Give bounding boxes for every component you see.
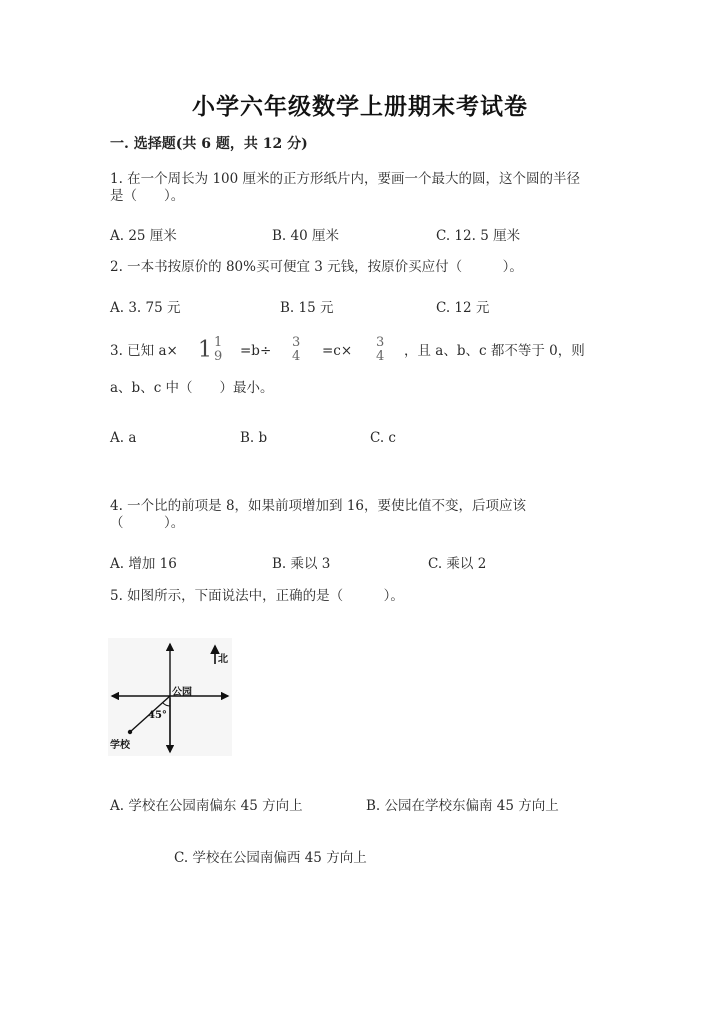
page-title: 小学六年级数学上册期末考试卷 xyxy=(192,93,528,120)
option-c[interactable]: C. 乘以 2 xyxy=(428,556,487,572)
question-text: 5. 如图所示，下面说法中，正确的是（ ）。 xyxy=(110,588,404,604)
question-text: 4. 一个比的前项是 8，如果前项增加到 16，要使比值不变，后项应该 xyxy=(110,498,527,514)
question-suffix: ，且 a、b、c 都不等于 0，则 xyxy=(404,343,585,359)
section-heading: 一. 选择题(共 6 题，共 12 分) xyxy=(110,136,308,152)
angle-label: 45° xyxy=(148,710,167,721)
option-b[interactable]: B. 公园在学校东偏南 45 方向上 xyxy=(366,798,559,814)
option-c[interactable]: C. c xyxy=(370,430,396,446)
question-text: 2. 一本书按原价的 80%买可便宜 3 元钱，按原价买应付（ ）。 xyxy=(110,259,523,275)
option-b[interactable]: B. 15 元 xyxy=(280,300,334,316)
option-b[interactable]: B. 乘以 3 xyxy=(272,556,331,572)
option-c[interactable]: C. 12. 5 厘米 xyxy=(436,228,521,244)
fraction-three-quarters-2 xyxy=(374,336,386,364)
option-a[interactable]: A. 增加 16 xyxy=(110,556,177,572)
fraction-numerator: 3 xyxy=(292,335,301,350)
fraction-whole: 1 xyxy=(198,337,212,363)
question-text-line2: 是（ ）。 xyxy=(110,188,185,204)
equals-b-divide: =b÷ xyxy=(240,343,272,359)
fraction-numerator: 1 xyxy=(214,335,223,350)
fraction-numerator: 3 xyxy=(376,335,385,350)
equals-c-times: =c× xyxy=(322,343,353,359)
fraction-denominator: 4 xyxy=(292,349,301,364)
park-label: 公园 xyxy=(172,687,192,698)
question-text-line2: （ ）。 xyxy=(110,515,185,531)
fraction-denominator: 9 xyxy=(214,349,223,364)
north-label: 北 xyxy=(218,654,228,665)
fraction xyxy=(212,336,224,364)
fraction-denominator: 4 xyxy=(376,349,385,364)
option-a[interactable]: A. 25 厘米 xyxy=(110,228,177,244)
mixed-fraction xyxy=(198,336,224,364)
option-a[interactable]: A. 3. 75 元 xyxy=(110,300,181,316)
question-text-line2: a、b、c 中（ ）最小。 xyxy=(110,380,274,396)
school-label: 学校 xyxy=(110,740,130,751)
direction-diagram xyxy=(108,638,232,756)
question-prefix: 3. 已知 a× xyxy=(110,343,178,359)
option-a[interactable]: A. 学校在公园南偏东 45 方向上 xyxy=(110,798,303,814)
option-b[interactable]: B. b xyxy=(240,430,268,446)
option-a[interactable]: A. a xyxy=(110,430,137,446)
question-text: 1. 在一个周长为 100 厘米的正方形纸片内，要画一个最大的圆，这个圆的半径 xyxy=(110,171,581,187)
option-c[interactable]: C. 学校在公园南偏西 45 方向上 xyxy=(174,850,367,866)
option-b[interactable]: B. 40 厘米 xyxy=(272,228,339,244)
fraction-three-quarters-1 xyxy=(290,336,302,364)
option-c[interactable]: C. 12 元 xyxy=(436,300,490,316)
